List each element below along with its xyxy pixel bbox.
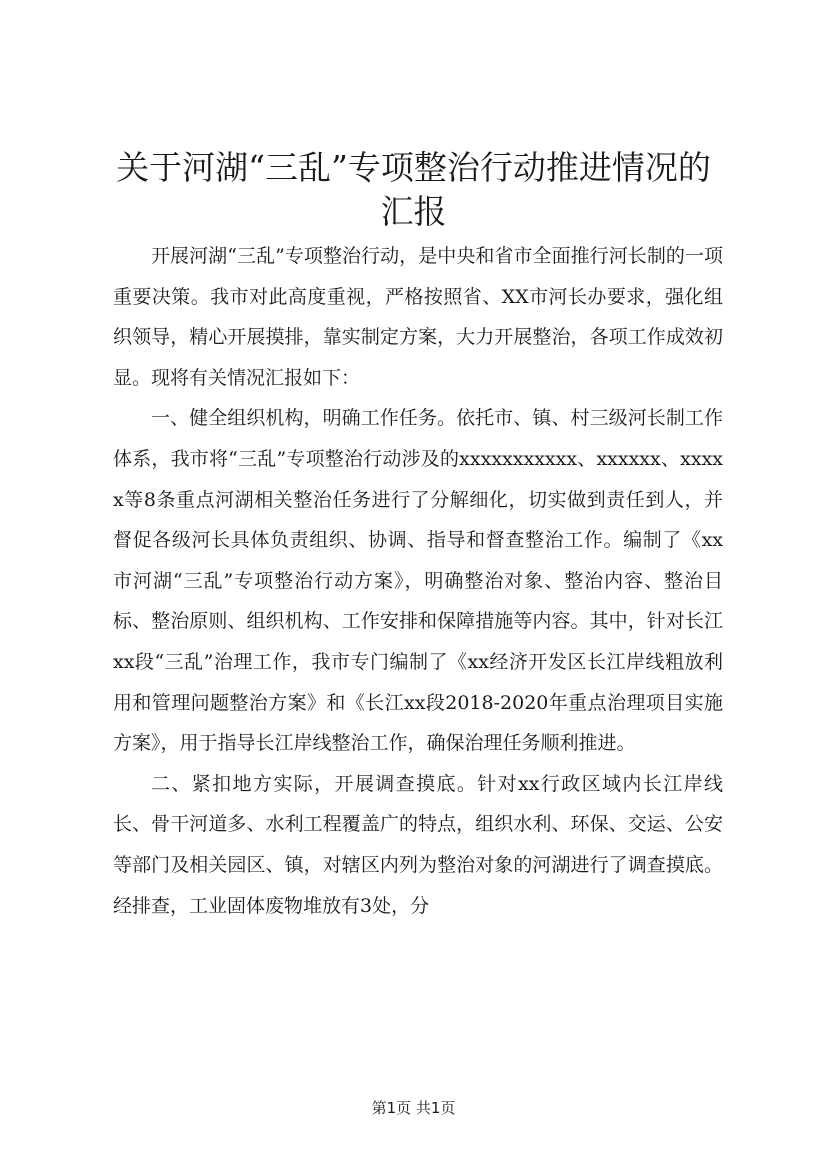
paragraph-section-1: 一、健全组织机构，明确工作任务。依托市、镇、村三级河长制工作体系，我市将“三乱”专项整治行动涉及的xxxxxxxxxxx、xxxxxx、xxxxx等8条重点河湖相关整治任务进行了分解细化，切实做到责任到人，并督促各级河长具体负责组织、协调、指导和督查整治工作。编制了《xx市河湖“三乱”专项整治行动方案》，明确整治对象、整治内容、整治目标、整治原则、组织机构、工作安排和保障措施等内容。其中，针对长江xx段“三乱”治理工作，我市专门编制了《xx经济开发区长江岸线粗放利用和管理问题整治方案》和《长江xx段2018-2020年重点治理项目实施方案》，用于指导长江岸线整治工作，确保治理任务顺利推进。 xyxy=(113,407,723,755)
paragraph-section-2: 二、紧扣地方实际，开展调查摸底。针对xx行政区域内长江岸线长、骨干河道多、水利工程覆盖广的特点，组织水利、环保、交运、公安等部门及相关园区、镇，对辖区内列为整治对象的河湖进行了调查摸底。经排查，工业固体废物堆放有3处，分 xyxy=(113,772,723,917)
page-number-footer: 第1页 共1页 xyxy=(371,1099,456,1117)
paragraph-intro: 开展河湖“三乱”专项整治行动，是中央和省市全面推行河长制的一项重要决策。我市对此高度重视，严格按照省、XX市河长办要求，强化组织领导，精心开展摸排，靠实制定方案，大力开展整治，各项工作成效初显。现将有关情况汇报如下： xyxy=(113,245,723,389)
document-title: 关于河湖“三乱”专项整治行动推进情况的汇报 xyxy=(116,148,711,231)
document-body xyxy=(113,236,723,926)
